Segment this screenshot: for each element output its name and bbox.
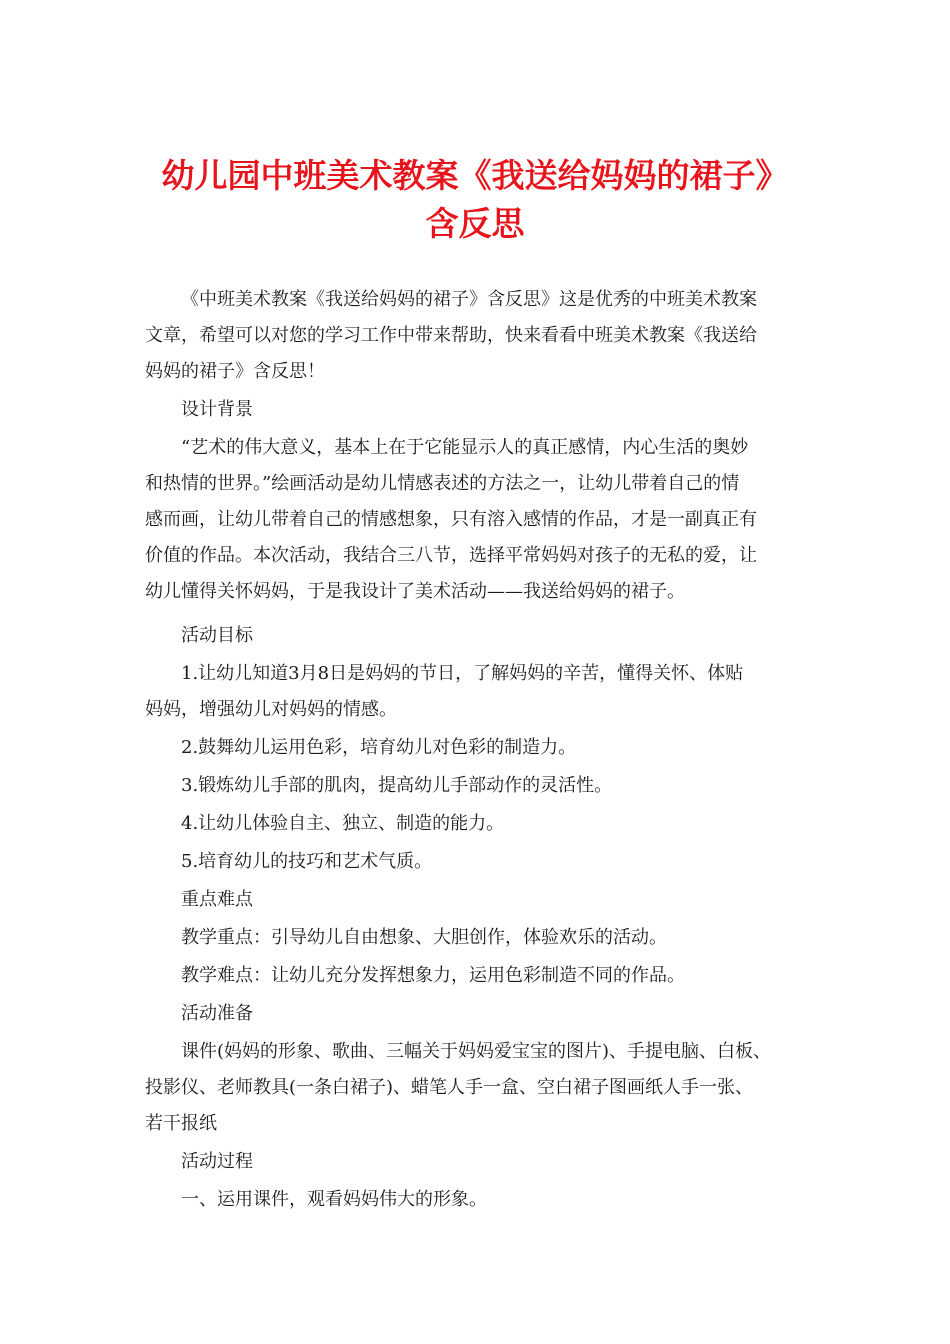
design-line-4: 价值的作品。本次活动，我结合三八节，选择平常妈妈对孩子的无私的爱，让: [145, 545, 757, 566]
goal-5: 5.培育幼儿的技巧和艺术气质。: [181, 851, 433, 872]
design-line-5: 幼儿懂得关怀妈妈，于是我设计了美术活动——我送给妈妈的裙子。: [145, 581, 685, 602]
section-heading-goals: 活动目标: [181, 625, 253, 646]
document-title-line-2: 含反思: [425, 204, 525, 243]
key-point: 教学重点：引导幼儿自由想象、大胆创作，体验欢乐的活动。: [181, 927, 667, 948]
intro-line-1: 《中班美术教案《我送给妈妈的裙子》含反思》这是优秀的中班美术教案: [181, 289, 757, 310]
section-heading-design: 设计背景: [181, 399, 253, 420]
intro-line-3: 妈妈的裙子》含反思！: [145, 361, 325, 382]
goal-4: 4.让幼儿体验自主、独立、制造的能力。: [181, 813, 505, 834]
goal-2: 2.鼓舞幼儿运用色彩，培育幼儿对色彩的制造力。: [181, 737, 577, 758]
section-heading-process: 活动过程: [181, 1151, 253, 1172]
difficult-point: 教学难点：让幼儿充分发挥想象力，运用色彩制造不同的作品。: [181, 965, 685, 986]
intro-line-2: 文章，希望可以对您的学习工作中带来帮助，快来看看中班美术教案《我送给: [145, 325, 757, 346]
section-heading-key: 重点难点: [181, 889, 253, 910]
goal-1-line-2: 妈妈，增强幼儿对妈妈的情感。: [145, 699, 397, 720]
goal-3: 3.锻炼幼儿手部的肌肉，提高幼儿手部动作的灵活性。: [181, 775, 613, 796]
design-line-3: 感而画，让幼儿带着自己的情感想象，只有溶入感情的作品，才是一副真正有: [145, 509, 757, 530]
document-title-line-1: 幼儿园中班美术教案《我送给妈妈的裙子》: [161, 156, 789, 195]
design-line-1: “艺术的伟大意义，基本上在于它能显示人的真正感情，内心生活的奥妙: [181, 437, 749, 458]
process-step-1: 一、运用课件，观看妈妈伟大的形象。: [181, 1189, 487, 1210]
goal-1-line-1: 1.让幼儿知道3月8日是妈妈的节日，了解妈妈的辛苦，懂得关怀、体贴: [181, 663, 744, 684]
prep-line-2: 投影仪、老师教具(一条白裙子)、蜡笔人手一盒、空白裙子图画纸人手一张、: [145, 1077, 754, 1098]
prep-line-3: 若干报纸: [145, 1113, 217, 1134]
prep-line-1: 课件(妈妈的形象、歌曲、三幅关于妈妈爱宝宝的图片)、手提电脑、白板、: [181, 1041, 772, 1062]
design-line-2: 和热情的世界。”绘画活动是幼儿情感表述的方法之一，让幼儿带着自己的情: [145, 473, 740, 494]
section-heading-prep: 活动准备: [181, 1003, 253, 1024]
